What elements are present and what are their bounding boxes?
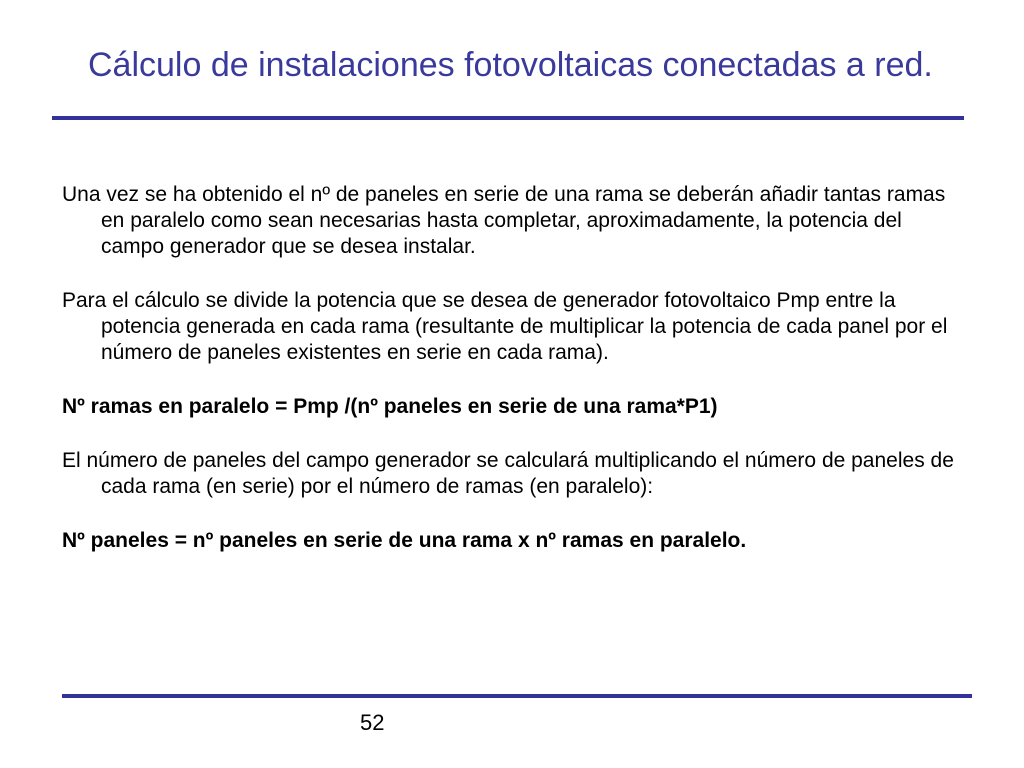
formula-total-panels: Nº paneles = nº paneles en serie de una rama x nº ramas en paralelo. [62, 529, 747, 552]
paragraph-total-panels: El número de paneles del campo generador se calculará multiplicando el número de paneles de cada rama (en serie) por el número de ramas (en paralelo): [62, 449, 954, 498]
paragraph-calculation-method: Para el cálculo se divide la potencia que se desea de generador fotovoltaico Pmp entre la potencia generada en cada rama (resultante de multiplicar la potencia de cada panel por el número de paneles existentes en serie en cada rama). [62, 289, 948, 364]
slide-body [62, 182, 962, 582]
formula-ramas-paralelo: Nº ramas en paralelo = Pmp /(nº paneles en serie de una rama*P1) [62, 395, 718, 418]
page-number: 52 [360, 710, 385, 735]
paragraph-ramas-intro: Una vez se ha obtenido el nº de paneles en serie de una rama se deberán añadir tantas ramas en paralelo como sean necesarias hasta completar, aproximadamente, la potencia del campo generador que se desea instalar. [62, 183, 946, 258]
slide-title: Cálculo de instalaciones fotovoltaicas conectadas a red. [88, 46, 933, 84]
footer-divider [62, 694, 972, 698]
title-divider [52, 116, 964, 120]
